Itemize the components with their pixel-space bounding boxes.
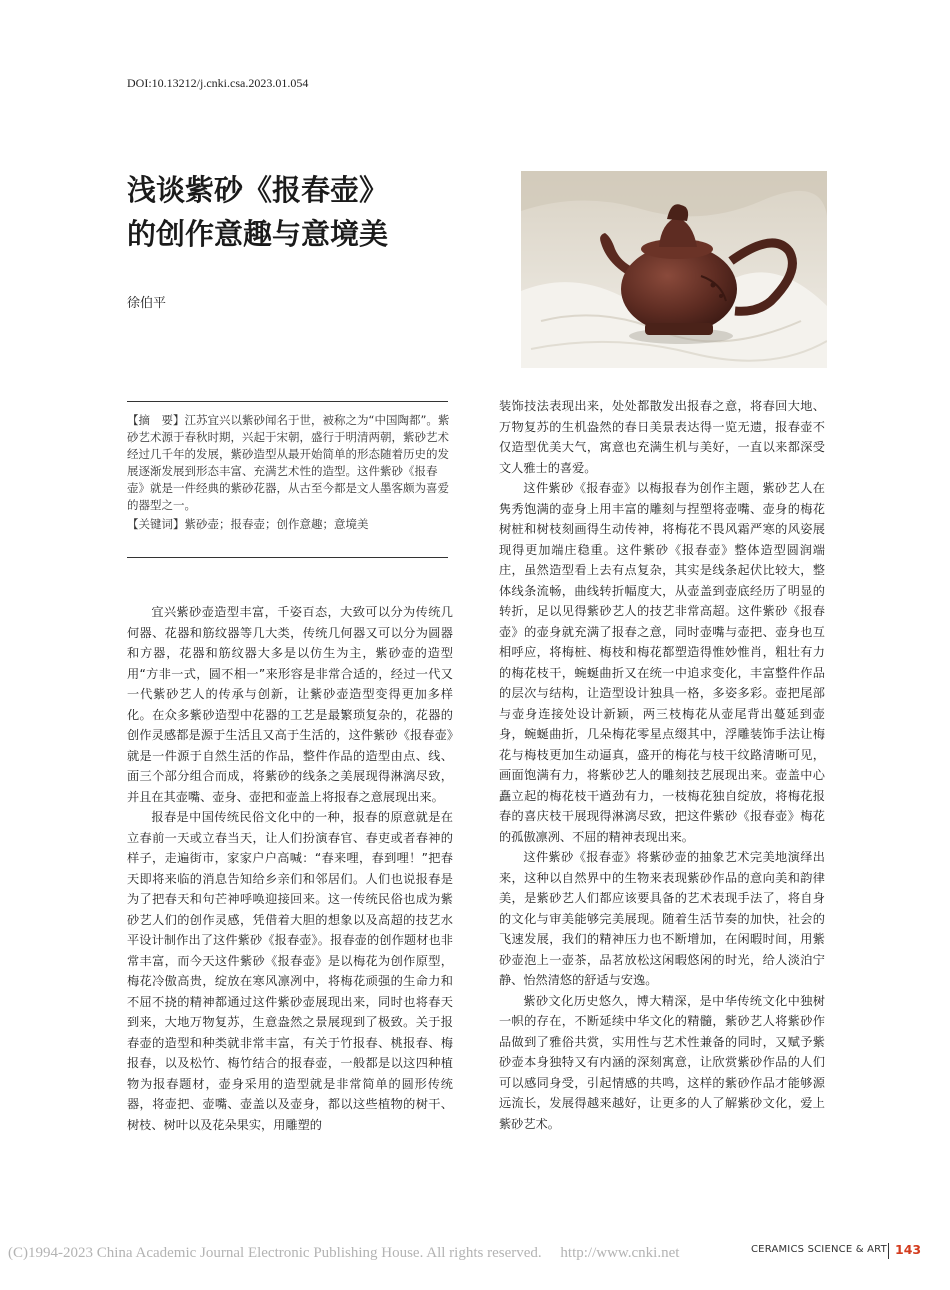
- doi-line: DOI:10.13212/j.cnki.csa.2023.01.054: [127, 76, 309, 90]
- teapot-photo: [521, 171, 827, 368]
- body-paragraph: 这件紫砂《报春壶》将紫砂壶的抽象艺术完美地演绎出来，这种以自然界中的生物来表现紫砂作品的意向美和韵律美，是紫砂艺人们都应该要具备的艺术表现手法了，将自身的文化与审美能够完美展现。随着生活节奏的加快，社会的飞速发展，我们的精神压力也不断增加，在闲暇时间，用紫砂壶泡上一壶茶，品茗放松这闲暇悠闲的时光，给人淡泊宁静、怡然清悠的舒适与安逸。: [499, 850, 825, 987]
- abstract-block: [127, 412, 451, 533]
- copyright-watermark: (C)1994-2023 China Academic Journal Electronic Publishing House. All rights reserved. http://www.cnki.net: [8, 1245, 680, 1261]
- journal-name: CERAMICS SCIENCE & ART: [751, 1244, 887, 1255]
- body-paragraph: 装饰技法表现出来，处处都散发出报春之意，将春回大地、万物复苏的生机盎然的春日美景表达得一览无遗，报春壶不仅造型优美大气，寓意也充满生机与美好，一直以来都深受文人雅士的喜爱。: [499, 399, 825, 475]
- footer-divider: [888, 1243, 889, 1259]
- body-column-right: [499, 396, 825, 1134]
- article-title: [127, 168, 497, 256]
- body-paragraph: 报春是中国传统民俗文化中的一种，报春的原意就是在立春前一天或立春当天，让人们扮演春官、春吏或者春神的样子，走遍街市，家家户户高喊：“春来哩，春到哩！”把春天即将来临的消息告知给乡亲们和邻居们。人们也说报春是为了把春天和句芒神呼唤迎接回来。这一传统民俗也成为紫砂艺人们的创作灵感，凭借着大胆的想象以及高超的技艺水平设计制作出了这件紫砂《报春壶》。报春壶的创作题材也非常丰富，而今天这件紫砂《报春壶》是以梅花为创作原型，梅花冷傲高贵，绽放在寒风凛冽中，将梅花顽强的生命力和不屈不挠的精神都通过这件紫砂壶展现出来，同时也将春天到来，大地万物复苏，生意盎然之景展现到了极致。关于报春壶的造型和种类就非常丰富，有关于竹报春、桃报春、梅报春，以及松竹、梅竹结合的报春壶，一般都是以这四种植物为报春题材，壶身采用的造型就是非常简单的圆形传统器，将壶把、壶嘴、壶盖以及壶身，都以这些植物的树干、树枝、树叶以及花朵果实，用雕塑的: [127, 810, 453, 1132]
- abstract-top-rule: [127, 401, 448, 402]
- body-paragraph: 紫砂文化历史悠久，博大精深，是中华传统文化中独树一帜的存在，不断延续中华文化的精髓，紫砂艺人将紫砂作品做到了雅俗共赏，实用性与艺术性兼备的同时，又赋予紫砂壶本身独特又有内涵的深刻寓意，让欣赏紫砂作品的人们可以感同身受，引起情感的共鸣，这样的紫砂作品才能够源远流长，发展得越来越好，让更多的人了解紫砂文化，爱上紫砂艺术。: [499, 993, 825, 1131]
- author-name: 徐伯平: [127, 296, 167, 311]
- keywords: 【关键词】紫砂壶；报春壶；创作意趣；意境美: [127, 517, 369, 531]
- abstract-bottom-rule: [127, 557, 448, 558]
- body-column-left: [127, 602, 453, 1135]
- abstract-text: 【摘 要】江苏宜兴以紫砂闻名于世，被称之为“中国陶都”。紫砂艺术源于春秋时期，兴起于宋朝，盛行于明清两朝，紫砂艺术经过几千年的发展，紫砂造型从最开始简单的形态随着历史的发展逐渐发展到形态丰富、充满艺术性的造型。这件紫砂《报春壶》就是一件经典的紫砂花器，从古至今都是文人墨客颇为喜爱的器型之一。: [127, 413, 450, 512]
- body-paragraph: 这件紫砂《报春壶》以梅报春为创作主题，紫砂艺人在隽秀饱满的壶身上用丰富的雕刻与捏塑将壶嘴、壶身的梅花树桩和树枝刻画得生动传神，将梅花不畏风霜严寒的风姿展现得更加端庄稳重。这件紫砂《报春壶》整体造型圆润端庄，虽然造型看上去有点复杂，其实是线条起伏比较大，整体线条流畅，曲线转折幅度大，从壶盖到壶底经历了明显的转折，足以见得紫砂艺人的技艺非常高超。这件紫砂《报春壶》的壶身就充满了报春之意，同时壶嘴与壶把、壶身也互相呼应，将梅桩、梅枝和梅花都塑造得惟妙惟肖，粗壮有力的梅花枝干，蜿蜒曲折又在统一中追求变化，丰富整件作品的层次与结构，让造型设计独具一格，多姿多彩。壶把尾部与壶身连接处设计新颖，两三枝梅花从壶尾背出蔓延到壶身，蜿蜒曲折，几朵梅花零星点缀其中，浮雕装饰手法让梅花与梅枝更加生动逼真，盛开的梅花与枝干纹路清晰可见，画面饱满有力，将紫砂艺人的雕刻技艺展现出来。壶盖中心矗立起的梅花枝干遒劲有力，一枝梅花独自绽放，将梅花报春的喜庆枝干展现得淋漓尽致，把这件紫砂《报春壶》梅花的孤傲凛冽、不屈的精神表现出来。: [499, 481, 825, 844]
- body-paragraph: 宜兴紫砂壶造型丰富，千姿百态，大致可以分为传统几何器、花器和筋纹器等几大类，传统几何器又可以分为圆器和方器，花器和筋纹器大多是以仿生为主，紫砂壶的造型用“方非一式，圆不相一”来形容是非常合适的，经过一代又一代紫砂艺人的传承与创新，让紫砂壶造型变得更加多样化。在众多紫砂造型中花器的工艺是最繁琐复杂的，花器的创作灵感都是源于生活且又高于生活的，这件紫砂《报春壶》就是一件源于自然生活的作品，整件作品的造型由点、线、面三个部分组合而成，将紫砂的线条之美展现得淋漓尽致，并且在其壶嘴、壶身、壶把和壶盖上将报春之意展现出来。: [127, 605, 453, 804]
- page-number: 143: [895, 1242, 922, 1257]
- title-line-1: 浅谈紫砂《报春壶》: [127, 173, 389, 207]
- title-line-2: 的创作意趣与意境美: [127, 217, 389, 251]
- page-footer: [0, 1241, 950, 1263]
